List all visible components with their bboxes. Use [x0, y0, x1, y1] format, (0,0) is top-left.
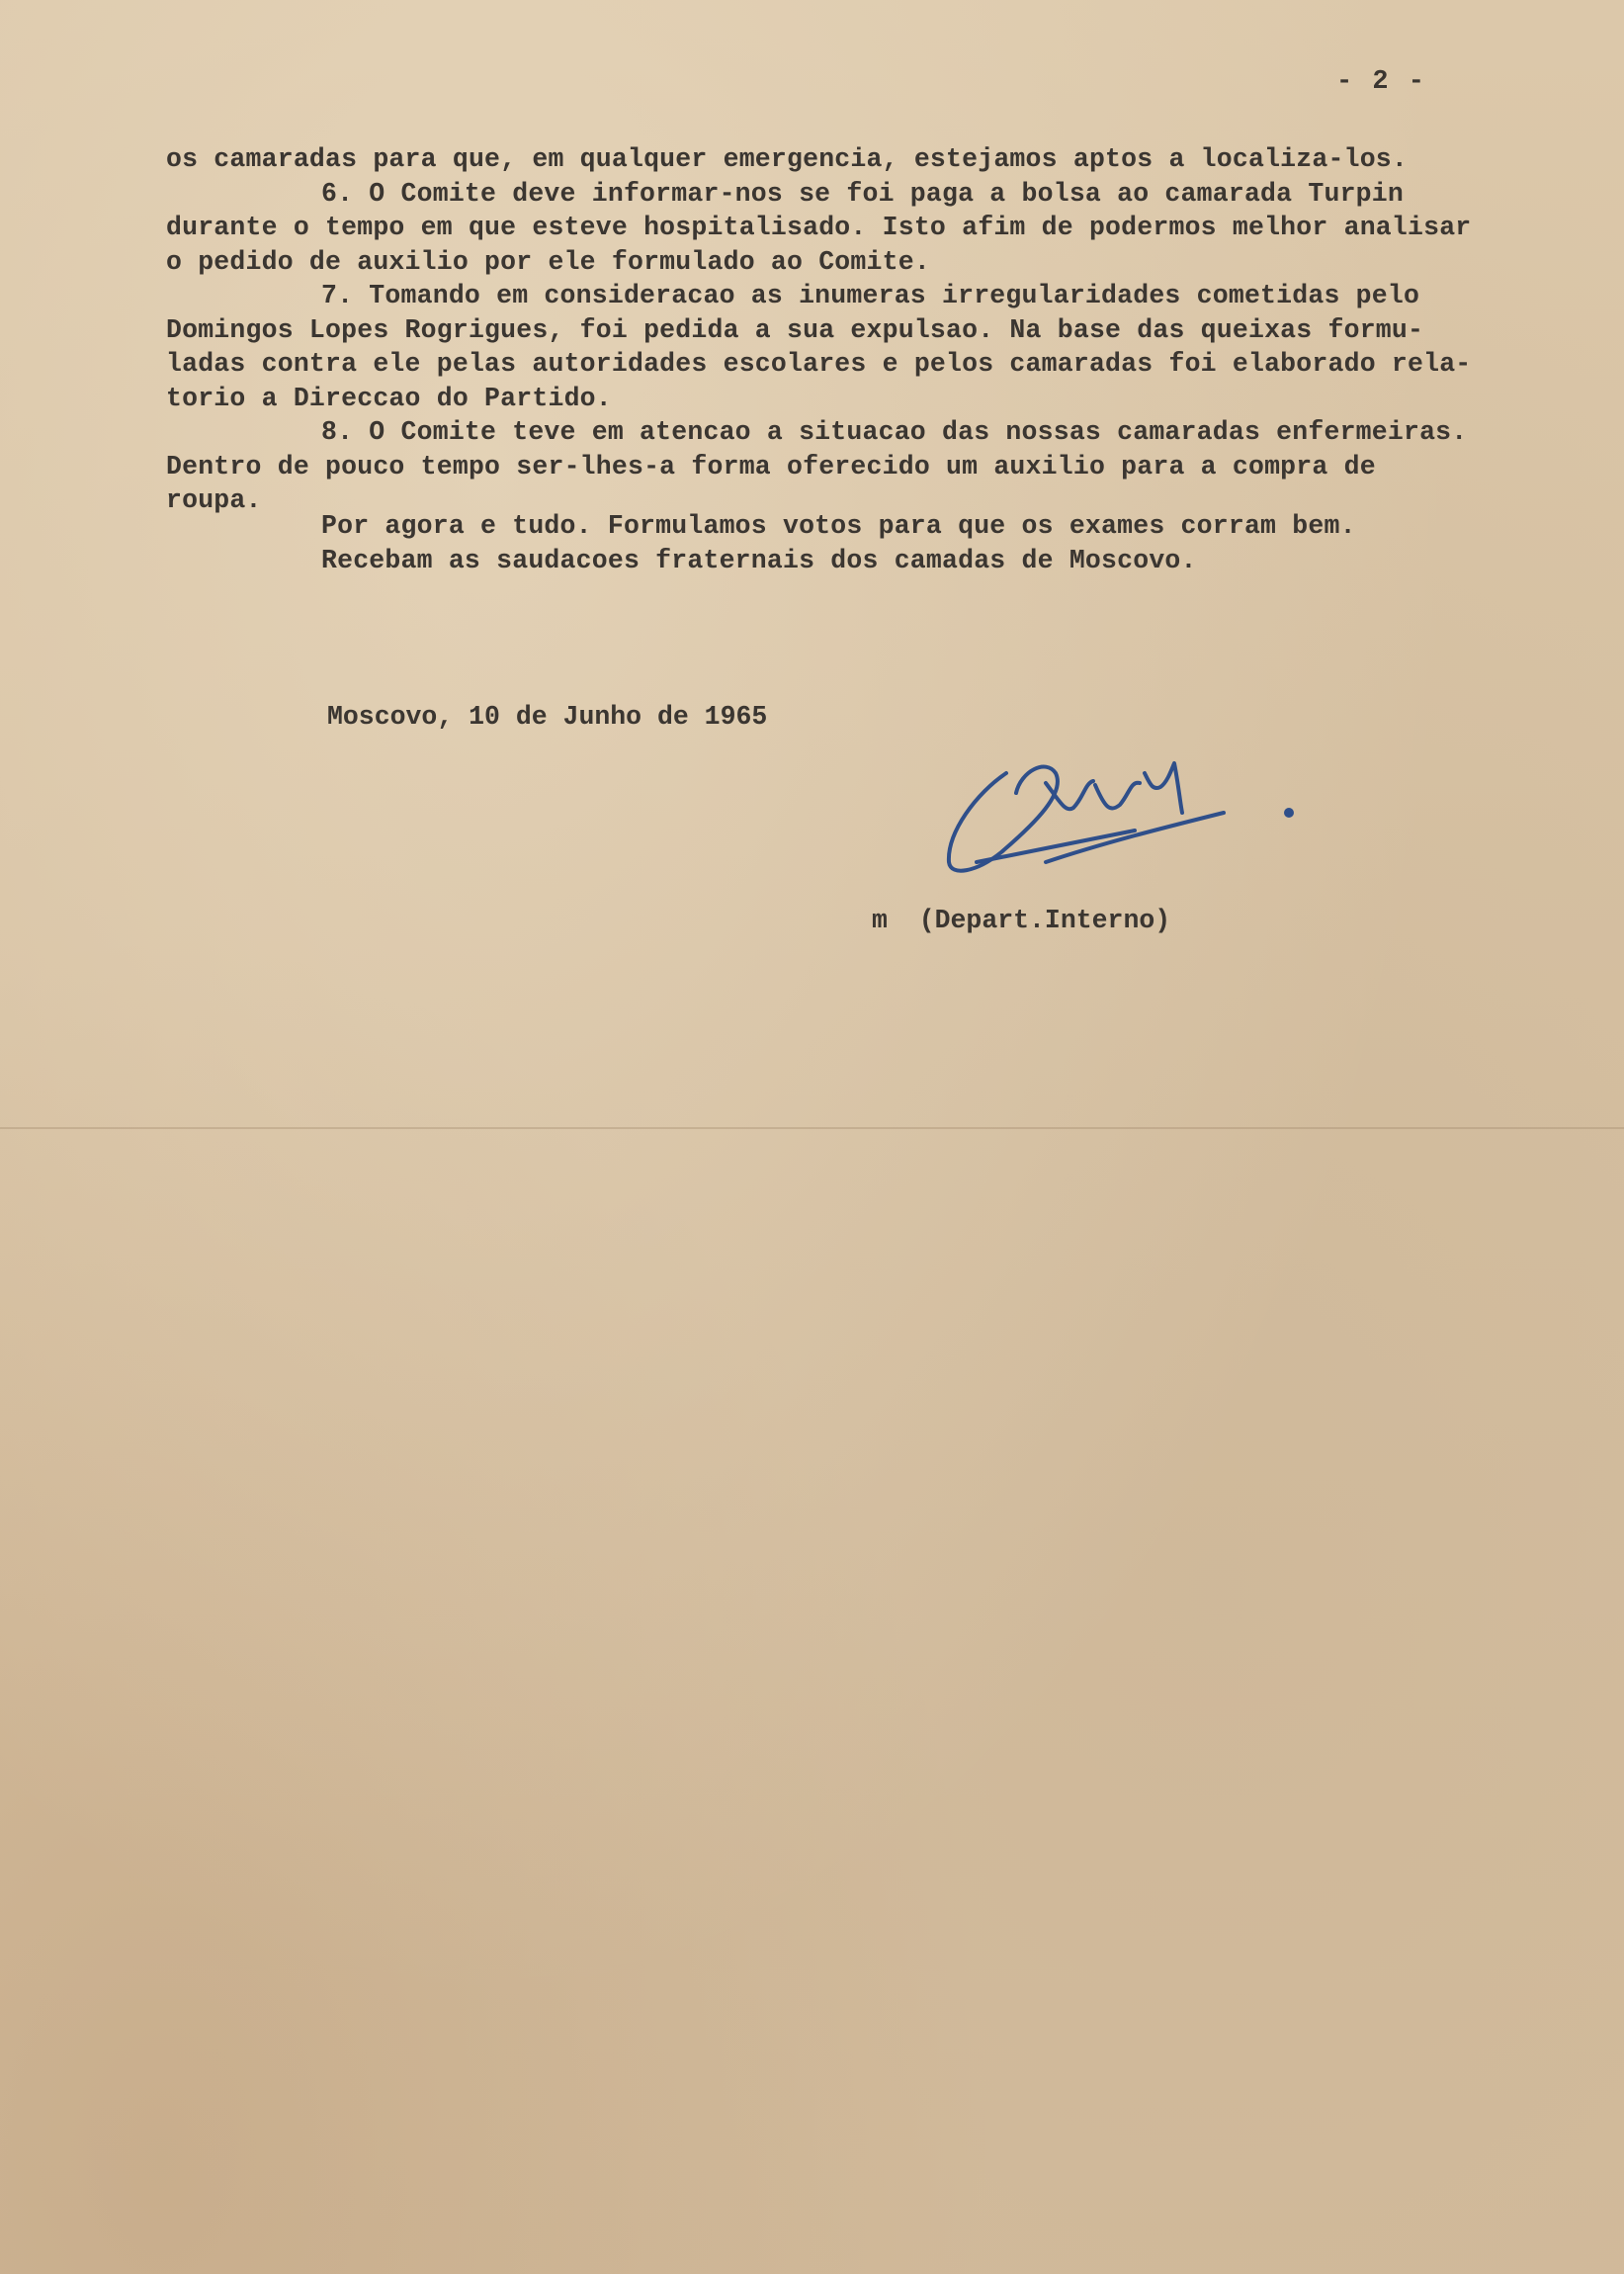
- closing-line: Por agora e tudo. Formulamos votos para que os exames corram bem.: [321, 511, 1356, 541]
- body-line: torio a Direccao do Partido.: [166, 383, 612, 413]
- body-line: 8. O Comite teve em atencao a situacao das nossas camaradas enfermeiras.: [321, 417, 1468, 447]
- body-line: Dentro de pouco tempo ser-lhes-a forma oferecido um auxilio para a compra de: [166, 451, 1376, 481]
- handwritten-signature: [937, 714, 1303, 892]
- body-line: 6. O Comite deve informar-nos se foi paga a bolsa ao camarada Turpin: [321, 178, 1404, 209]
- body-line: os camaradas para que, em qualquer emergencia, estejamos aptos a localiza-los.: [166, 144, 1409, 174]
- body-line: roupa.: [166, 485, 262, 515]
- body-line: durante o tempo em que esteve hospitalisado. Isto afim de podermos melhor analisar: [166, 213, 1472, 242]
- body-line: 7. Tomando em consideracao as inumeras irregularidades cometidas pelo: [321, 281, 1420, 310]
- closing-line: Recebam as saudacoes fraternais dos camadas de Moscovo.: [321, 545, 1197, 575]
- department-label: m (Depart.Interno): [872, 906, 1171, 935]
- body-line: Domingos Lopes Rogrigues, foi pedida a sua expulsao. Na base das queixas formu-: [166, 314, 1424, 345]
- closing-paragraph: [321, 509, 1606, 577]
- date-line: Moscovo, 10 de Junho de 1965: [327, 702, 768, 732]
- paper-fold-line: [0, 1127, 1624, 1129]
- letter-body: [166, 142, 1609, 518]
- body-line: o pedido de auxilio por ele formulado ao Comite.: [166, 246, 930, 277]
- body-line: ladas contra ele pelas autoridades escolares e pelos camaradas foi elaborado rela-: [166, 349, 1472, 379]
- page-number: - 2 -: [1336, 67, 1427, 97]
